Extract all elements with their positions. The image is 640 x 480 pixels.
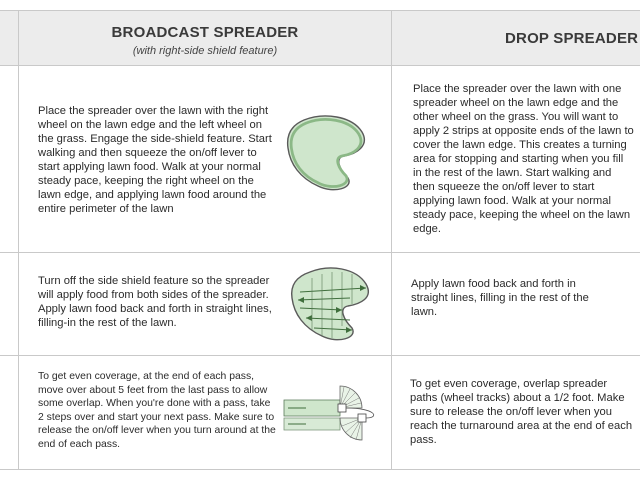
broadcast-header bbox=[19, 10, 391, 66]
row3-broadcast-text: To get even coverage, at the end of each pass, move over about 5 feet from the last pass to allow some overlap. When you're done with a pass, take 2 steps over and start your next pass. Make sure to release the on/off lever when you turn around at the end of each pass. bbox=[38, 371, 276, 450]
drop-title: DROP SPREADER bbox=[505, 30, 639, 47]
table-bottom-border bbox=[0, 469, 640, 470]
row-divider-1 bbox=[0, 252, 640, 253]
spreader-pass-icon bbox=[280, 378, 386, 448]
row1-drop-text: Place the spreader over the lawn with one spreader wheel on the lawn edge and the other wheel on the grass. You will want to apply 2 strips at opposite ends of the lawn to cover the lawn edge. This creates a turning area for stopping and starting when you fill in the rest of the lawn. Start walking and then squeeze the on/off lever to start applying lawn food. Walk at your normal steady pace, keeping the wheel on the lawn edge. bbox=[413, 83, 634, 235]
broadcast-subtitle: (with right-side shield feature) bbox=[132, 45, 278, 57]
column-divider-left bbox=[18, 10, 19, 470]
row2-broadcast-text: Turn off the side shield feature so the spreader will apply food from both sides of the spreader. Apply lawn food back and forth in straight lines, filling-in the rest of the lawn. bbox=[38, 275, 272, 329]
row1-broadcast-text: Place the spreader over the lawn with the right wheel on the lawn edge and the left wheel on the grass. Engage the side-shield feature. Start walking and then squeeze the on/off lever to start applying lawn food. Walk at your normal steady pace, keeping the right wheel on the lawn edge, and applying lawn food around the entire perimeter of the lawn bbox=[38, 105, 272, 215]
lawn-perimeter-icon bbox=[282, 110, 372, 194]
column-divider-middle bbox=[391, 10, 392, 470]
header-left-cell bbox=[0, 10, 18, 66]
drop-header bbox=[392, 10, 640, 66]
lawn-fill-icon bbox=[290, 264, 374, 344]
broadcast-title: BROADCAST SPREADER bbox=[111, 24, 299, 41]
row2-drop-text: Apply lawn food back and forth in straight lines, filling in the rest of the lawn. bbox=[411, 278, 589, 318]
row3-drop-text: To get even coverage, overlap spreader paths (wheel tracks) about a 1/2 foot. Make sure to release the on/off lever when you reach the turnaround area at the end of each pass. bbox=[410, 378, 633, 446]
row-divider-2 bbox=[0, 355, 640, 356]
